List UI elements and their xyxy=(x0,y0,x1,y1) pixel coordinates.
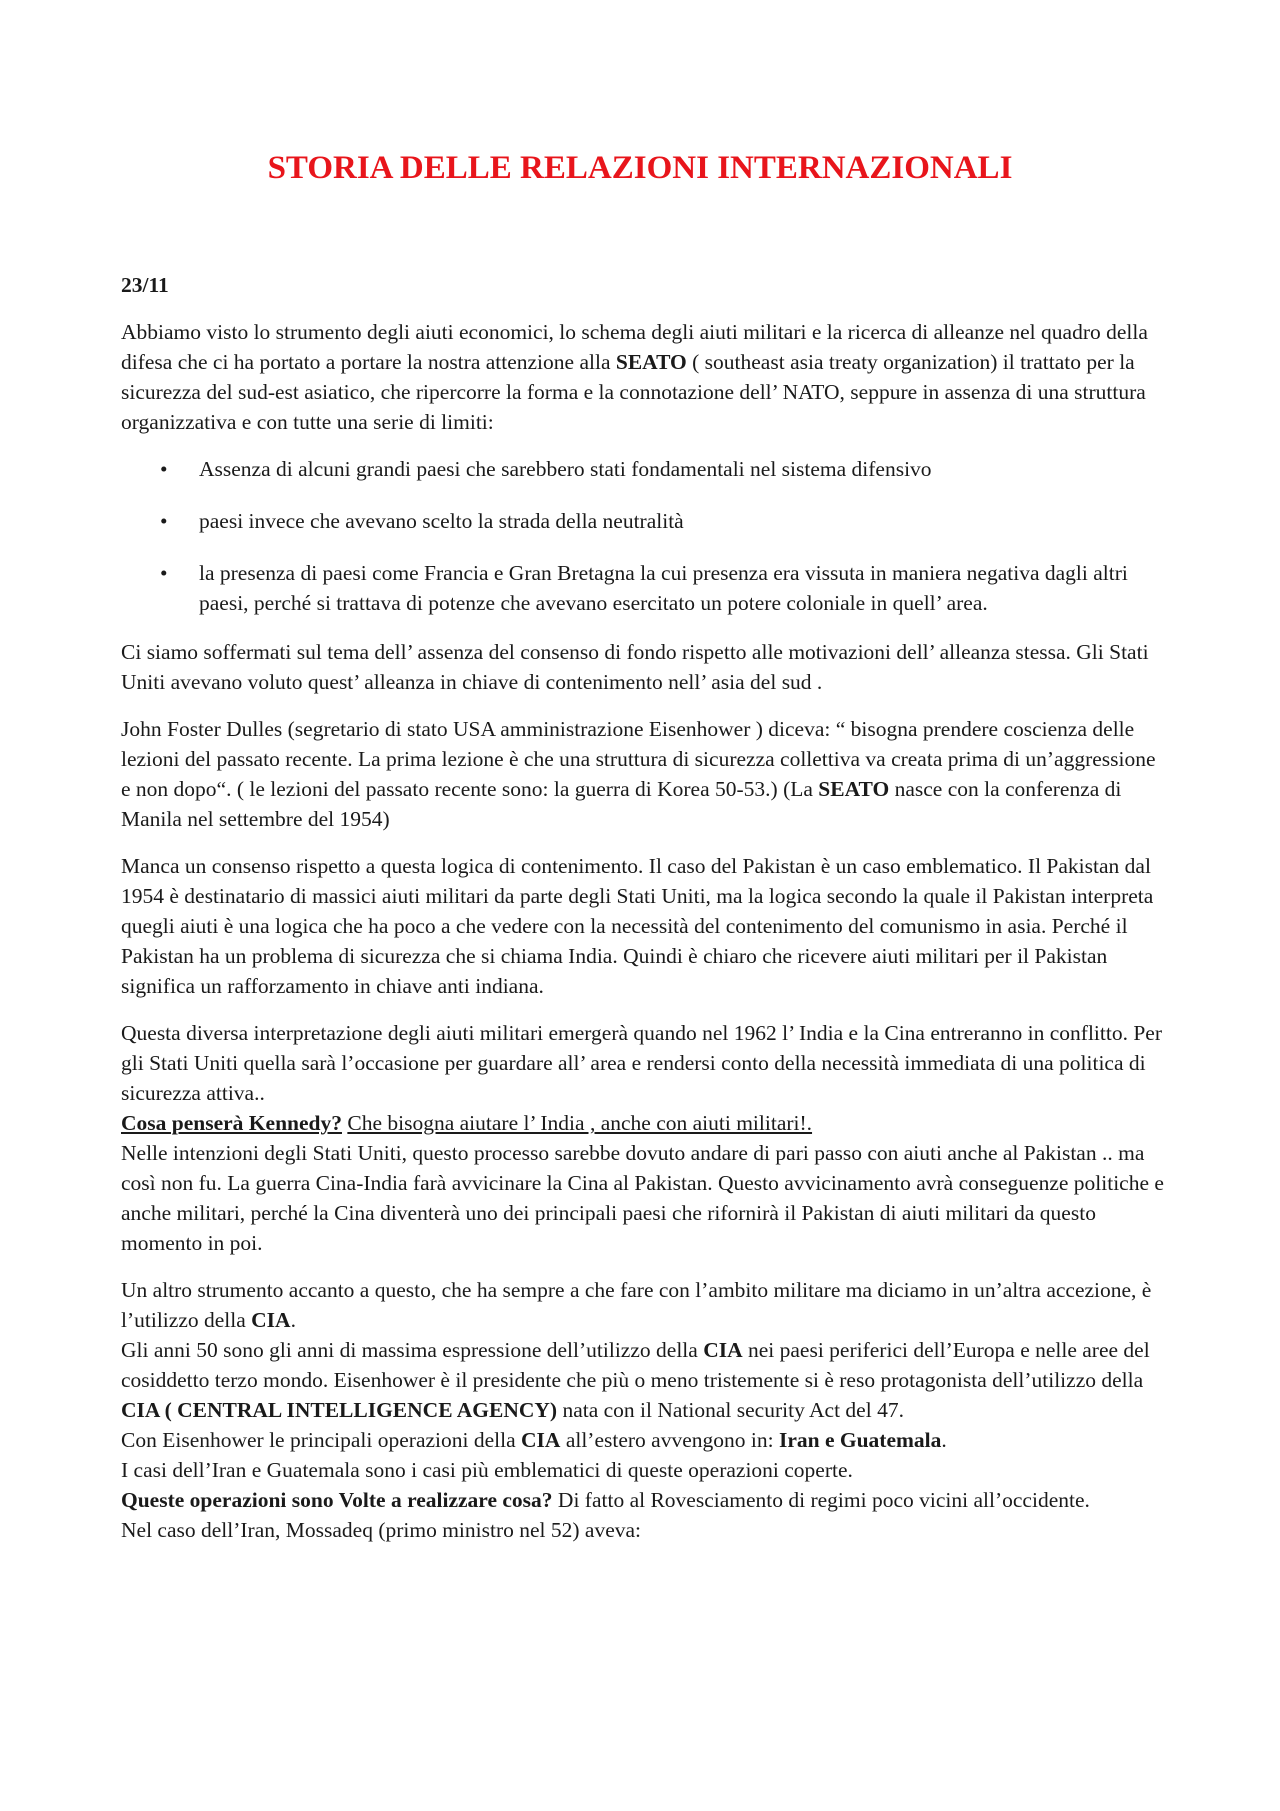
cia-term: CIA xyxy=(251,1308,291,1332)
paragraph-seato-intro xyxy=(121,317,1166,437)
paragraph-consensus: Ci siamo soffermati sul tema dell’ assenza del consenso di fondo rispetto alle motivazioni dell’ alleanza stessa. Gli Stati Uniti avevano voluto quest’ alleanza in chiave di contenimento nell’ asia del sud . xyxy=(121,640,1149,694)
paragraph-operations-goal xyxy=(121,1485,1166,1515)
paragraph-kennedy xyxy=(121,1108,1166,1138)
bullet-icon: • xyxy=(160,509,168,533)
paragraph-iran-mossadeq: Nel caso dell’Iran, Mossadeq (primo ministro nel 52) aveva: xyxy=(121,1518,642,1542)
text-run: nata con il National security Act del 47. xyxy=(557,1398,904,1422)
kennedy-question: Cosa penserà Kennedy? xyxy=(121,1111,342,1135)
bullet-icon: • xyxy=(160,457,168,481)
list-item-text: paesi invece che avevano scelto la strada della neutralità xyxy=(199,509,684,533)
paragraph-operations xyxy=(121,1425,1166,1455)
list-item xyxy=(121,506,1166,536)
text-run: all’estero avvengono in: xyxy=(560,1428,779,1452)
cia-term: CIA xyxy=(521,1428,561,1452)
paragraph-pakistan: Manca un consenso rispetto a questa logica di contenimento. Il caso del Pakistan è un caso emblematico. Il Pakistan dal 1954 è destinatario di massici aiuti militari da parte degli Stati Uniti, ma la logica secondo la quale il Pakistan interpreta quegli aiuti è una logica che ha poco a che vedere con la necessità del contenimento del comunismo in asia. Perché il Pakistan ha un problema di sicurezza che si chiama India. Quindi è chiaro che ricevere aiuti militari per il Pakistan significa un rafforzamento in chiave anti indiana. xyxy=(121,854,1154,998)
operations-question: Queste operazioni sono Volte a realizzare cosa? xyxy=(121,1488,553,1512)
list-item xyxy=(121,454,1166,484)
paragraph-india-china: Questa diversa interpretazione degli aiuti militari emergerà quando nel 1962 l’ India e la Cina entreranno in conflitto. Per gli Stati Uniti quella sarà l’occasione per guardare all’ area e rendersi conto della necessità immediata di una politica di sicurezza attiva.. xyxy=(121,1021,1162,1105)
lecture-date: 23/11 xyxy=(121,273,169,297)
paragraph-china-pakistan: Nelle intenzioni degli Stati Uniti, questo processo sarebbe dovuto andare di pari passo con aiuti anche al Pakistan .. ma così non fu. La guerra Cina-India farà avvicinare la Cina al Pakistan. Questo avvicinamento avrà conseguenze politiche e anche militari, perché la Cina diventerà uno dei principali paesi che rifornirà il Pakistan di aiuti militari da questo momento in poi. xyxy=(121,1141,1164,1255)
paragraph-dulles-quote xyxy=(121,714,1166,834)
document-title: STORIA DELLE RELAZIONI INTERNAZIONALI xyxy=(267,150,1013,186)
limits-list xyxy=(121,454,1166,618)
text-run: Un altro strumento accanto a questo, che ha sempre a che fare con l’ambito militare ma diciamo in un’altra accezione, è l’utilizzo della xyxy=(121,1278,1152,1332)
text-run: . xyxy=(941,1428,947,1452)
kennedy-answer: Che bisogna aiutare l’ India , anche con aiuti militari!. xyxy=(347,1111,813,1135)
seato-term: SEATO xyxy=(615,350,687,374)
paragraph-emblematic-cases: I casi dell’Iran e Guatemala sono i casi più emblematici di queste operazioni coperte. xyxy=(121,1458,853,1482)
text-run: John Foster Dulles (segretario di stato USA amministrazione Eisenhower ) diceva: “ bisogna prendere coscienza delle lezioni del passato recente. La prima lezione è che una struttura di sicurezza collettiva va creata prima di un’aggressione e non dopo“. ( le lezioni del passato recente sono: la guerra di Korea 50-53.) (La xyxy=(121,717,1156,801)
list-item-text: la presenza di paesi come Francia e Gran Bretagna la cui presenza era vissuta in maniera negativa dagli altri paesi, perché si trattava di potenze che avevano esercitato un potere coloniale in quell’ area. xyxy=(199,561,1128,615)
paragraph-cia-fifties xyxy=(121,1335,1166,1425)
text-run: nasce con la conferenza di Manila nel settembre del 1954) xyxy=(121,777,1122,831)
document-body xyxy=(121,270,1166,1545)
text-run: nei paesi periferici dell’Europa e nelle aree del cosiddetto terzo mondo. Eisenhower è il presidente che più o meno tristemente si è reso protagonista dell’utilizzo della xyxy=(121,1338,1150,1392)
text-run: Con Eisenhower le principali operazioni della xyxy=(121,1428,522,1452)
cia-term: CIA xyxy=(703,1338,743,1362)
cia-full-name: CIA ( CENTRAL INTELLIGENCE AGENCY) xyxy=(121,1398,558,1422)
text-run: Abbiamo visto lo strumento degli aiuti economici, lo schema degli aiuti militari e la ricerca di alleanze nel quadro della difesa che ci ha portato a portare la nostra attenzione alla xyxy=(121,320,1148,374)
text-run: Gli anni 50 sono gli anni di massima espressione dell’utilizzo della xyxy=(121,1338,704,1362)
paragraph-cia-intro xyxy=(121,1275,1166,1335)
seato-term: SEATO xyxy=(818,777,890,801)
text-run: Di fatto al Rovesciamento di regimi poco vicini all’occidente. xyxy=(552,1488,1090,1512)
text-run: . xyxy=(290,1308,296,1332)
text-run: ( southeast asia treaty organization) il trattato per la sicurezza del sud-est asiatico, che ripercorre la forma e la connotazione dell’ NATO, seppure in assenza di una struttura organizzativa e con tutte una serie di limiti: xyxy=(121,350,1146,434)
bullet-icon: • xyxy=(160,561,168,585)
list-item-text: Assenza di alcuni grandi paesi che sarebbero stati fondamentali nel sistema difensivo xyxy=(199,457,932,481)
places-term: Iran e Guatemala xyxy=(778,1428,942,1452)
list-item xyxy=(121,558,1166,618)
